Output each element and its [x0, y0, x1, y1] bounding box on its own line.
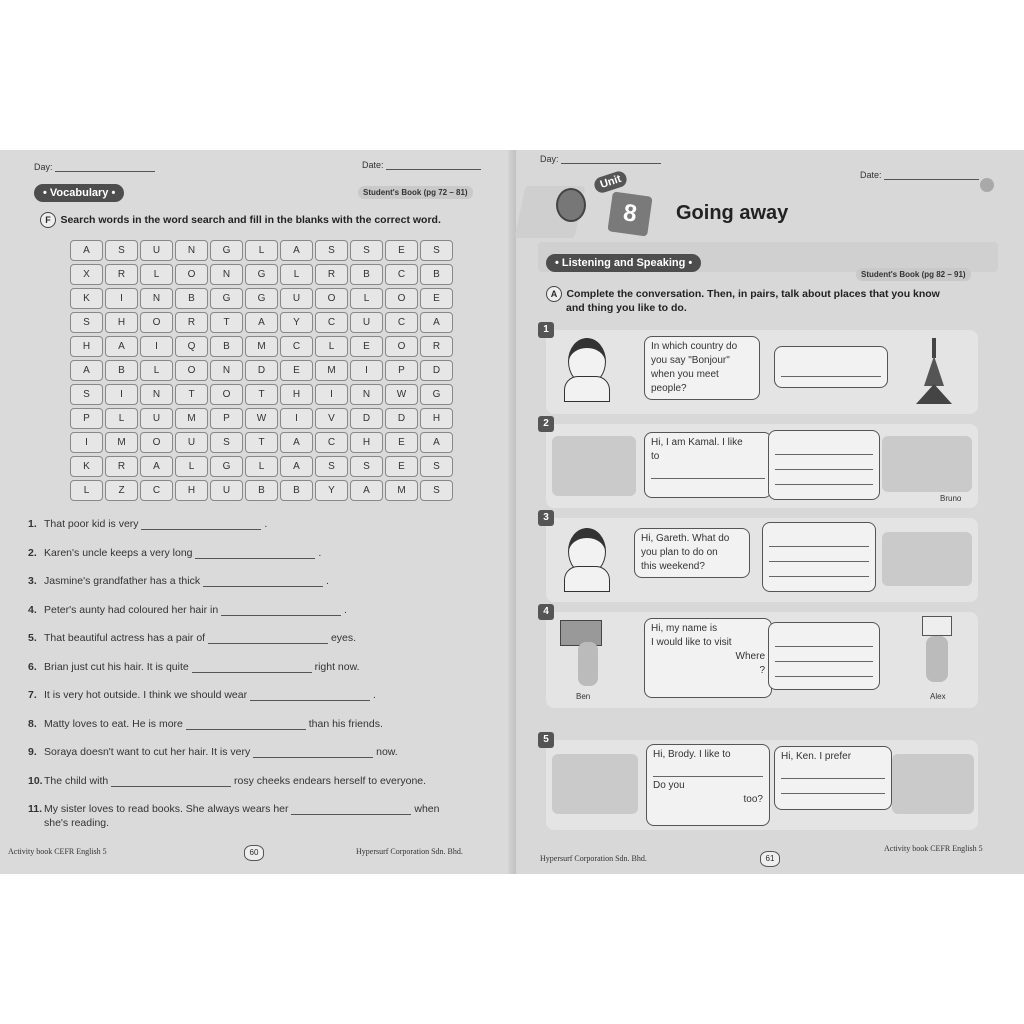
grid-cell[interactable]: S: [420, 480, 453, 501]
bubble-text: too?: [743, 794, 763, 805]
question-item: [28, 632, 356, 644]
date-label: Date:: [362, 160, 384, 170]
speech-bubble-4: [644, 618, 772, 698]
speech-bubble-2: [644, 432, 772, 498]
grid-cell[interactable]: S: [420, 240, 453, 261]
question-text: That beautiful actress has a pair of: [44, 632, 206, 644]
grid-cell[interactable]: O: [140, 432, 173, 453]
grid-cell[interactable]: W: [245, 408, 278, 429]
grid-cell[interactable]: G: [245, 264, 278, 285]
footer-left: Activity book CEFR English 5: [8, 847, 107, 856]
grid-cell[interactable]: L: [70, 480, 103, 501]
grid-cell[interactable]: M: [385, 480, 418, 501]
grid-cell[interactable]: Z: [105, 480, 138, 501]
character-name-alex: Alex: [930, 692, 946, 701]
speech-bubble-1: [644, 336, 760, 400]
question-tail: .: [372, 689, 376, 701]
camping-scene-image: [882, 532, 972, 586]
day-label: Day:: [34, 162, 53, 172]
answer-blank[interactable]: [186, 729, 306, 730]
grid-cell[interactable]: S: [350, 240, 383, 261]
bubble-text: you plan to do on: [641, 547, 718, 558]
exercise-header-right: [546, 284, 1006, 314]
conversation-row-3: [543, 512, 978, 602]
grid-cell[interactable]: I: [350, 360, 383, 381]
unit-title: Going away: [676, 202, 789, 224]
question-number: 7.: [28, 689, 37, 701]
grid-cell[interactable]: A: [420, 312, 453, 333]
answer-bubble-3[interactable]: [762, 522, 876, 592]
question-item: [28, 689, 376, 701]
grid-cell[interactable]: C: [315, 432, 348, 453]
question-number: 5.: [28, 632, 37, 644]
grid-cell[interactable]: T: [210, 312, 243, 333]
grid-cell[interactable]: Q: [175, 336, 208, 357]
grid-cell[interactable]: O: [315, 288, 348, 309]
grid-cell[interactable]: L: [315, 336, 348, 357]
day-field-right: [540, 154, 661, 164]
grid-cell[interactable]: H: [350, 432, 383, 453]
grid-cell[interactable]: N: [140, 288, 173, 309]
eiffel-tower-icon: [914, 338, 954, 408]
grid-cell[interactable]: R: [315, 264, 348, 285]
picnic-scene-image: [552, 436, 636, 496]
question-text: It is very hot outside. I think we should wear: [44, 689, 248, 701]
question-item: [28, 575, 329, 587]
bubble-text: you say "Bonjour": [651, 355, 730, 366]
character-name-ben: Ben: [576, 692, 591, 701]
conversation-row-2: [543, 418, 978, 508]
answer-blank[interactable]: [208, 643, 328, 644]
answer-line[interactable]: [651, 466, 765, 479]
grid-cell[interactable]: G: [245, 288, 278, 309]
grid-cell[interactable]: S: [420, 456, 453, 477]
row-number: 1: [538, 322, 554, 338]
section-pill-right: • Listening and Speaking •: [546, 254, 701, 272]
grid-cell[interactable]: G: [210, 288, 243, 309]
grid-cell[interactable]: B: [245, 480, 278, 501]
grid-cell[interactable]: P: [210, 408, 243, 429]
bubble-text: Where: [735, 651, 765, 662]
grid-cell[interactable]: U: [280, 288, 313, 309]
grid-cell[interactable]: H: [70, 336, 103, 357]
grid-cell[interactable]: I: [105, 384, 138, 405]
bubble-text: Hi, Brody. I like to: [653, 749, 731, 760]
grid-cell[interactable]: A: [350, 480, 383, 501]
grid-cell[interactable]: B: [280, 480, 313, 501]
grid-cell[interactable]: C: [385, 264, 418, 285]
question-text: Peter's aunty had coloured her hair in: [44, 603, 219, 616]
bubble-text: to: [651, 451, 660, 462]
grid-cell[interactable]: S: [210, 432, 243, 453]
grid-cell[interactable]: A: [105, 336, 138, 357]
grid-cell[interactable]: L: [105, 408, 138, 429]
character-name: Bruno: [940, 494, 962, 503]
footer-right: Hypersurf Corporation Sdn. Bhd.: [356, 847, 463, 856]
question-tail: .: [325, 575, 329, 587]
grid-cell[interactable]: L: [245, 456, 278, 477]
grid-cell[interactable]: K: [70, 288, 103, 309]
swimming-scene-image: [552, 754, 638, 814]
grid-cell[interactable]: A: [420, 432, 453, 453]
grid-cell[interactable]: C: [280, 336, 313, 357]
grid-cell[interactable]: H: [105, 312, 138, 333]
grid-cell[interactable]: E: [350, 336, 383, 357]
grid-cell[interactable]: D: [385, 408, 418, 429]
grid-cell[interactable]: O: [175, 360, 208, 381]
grid-cell[interactable]: I: [105, 288, 138, 309]
grid-cell[interactable]: N: [140, 384, 173, 405]
grid-cell[interactable]: H: [420, 408, 453, 429]
answer-blank[interactable]: [141, 529, 261, 530]
grid-cell[interactable]: U: [350, 312, 383, 333]
grid-cell[interactable]: I: [140, 336, 173, 357]
korea-flag-icon: [922, 616, 952, 636]
question-text: Matty loves to eat. He is more: [44, 717, 183, 730]
grid-cell[interactable]: D: [245, 360, 278, 381]
question-tail: .: [264, 518, 268, 530]
page-number-60: [244, 842, 264, 861]
grid-cell[interactable]: I: [70, 432, 103, 453]
boy-avatar-icon: [564, 528, 608, 590]
conversation-row-4: [543, 606, 978, 708]
section-pill: • Vocabulary •: [34, 184, 124, 202]
answer-blank[interactable]: [221, 615, 341, 616]
students-book-ref: Student's Book (pg 72 – 81): [358, 186, 473, 199]
grid-cell[interactable]: U: [140, 408, 173, 429]
question-text: Karen's uncle keeps a very long: [44, 546, 193, 559]
footer-right-right: Activity book CEFR English 5: [884, 844, 983, 853]
grid-cell[interactable]: L: [140, 264, 173, 285]
bubble-text: Hi, Ken. I prefer: [781, 751, 852, 762]
grid-cell[interactable]: B: [350, 264, 383, 285]
question-number: 4.: [28, 603, 37, 616]
grid-cell[interactable]: U: [140, 240, 173, 261]
bubble-text: I would like to visit: [651, 637, 732, 648]
question-item: [28, 718, 383, 730]
question-number: 1.: [28, 518, 37, 530]
unit-label: Unit: [592, 169, 629, 195]
day-line[interactable]: [55, 171, 155, 172]
grid-cell[interactable]: N: [350, 384, 383, 405]
grid-cell[interactable]: D: [420, 360, 453, 381]
bubble-text: Hi, my name is: [651, 623, 718, 634]
grid-cell[interactable]: O: [385, 336, 418, 357]
boy-avatar-icon: [564, 338, 608, 400]
book-spread: [0, 150, 1024, 874]
question-text: Jasmine's grandfather has a thick: [44, 575, 201, 587]
question-item: [28, 746, 398, 758]
answer-blank[interactable]: [291, 814, 411, 815]
date-field: [362, 160, 481, 170]
grid-cell[interactable]: P: [70, 408, 103, 429]
exercise-header: [40, 210, 441, 228]
answer-blank[interactable]: [192, 672, 312, 673]
grid-cell[interactable]: U: [210, 480, 243, 501]
unit-number: 8: [607, 191, 652, 236]
page-number: 60: [244, 845, 264, 861]
question-text: My sister loves to read books. She always wears her: [44, 803, 289, 815]
date-line[interactable]: [386, 169, 481, 170]
students-book-ref-right: Student's Book (pg 82 – 91): [856, 268, 971, 281]
grid-cell[interactable]: E: [280, 360, 313, 381]
right-page: [516, 150, 1024, 874]
grid-cell[interactable]: G: [420, 384, 453, 405]
grid-cell[interactable]: W: [385, 384, 418, 405]
bubble-text: Do you: [653, 780, 685, 791]
grid-cell[interactable]: O: [140, 312, 173, 333]
grid-cell[interactable]: S: [350, 456, 383, 477]
grid-cell[interactable]: M: [175, 408, 208, 429]
question-text: Brian just cut his hair. It is quite: [44, 660, 189, 673]
answer-blank[interactable]: [253, 757, 373, 758]
grid-cell[interactable]: N: [210, 360, 243, 381]
grid-cell[interactable]: Y: [280, 312, 313, 333]
grid-cell[interactable]: O: [385, 288, 418, 309]
grid-cell[interactable]: T: [175, 384, 208, 405]
grid-cell[interactable]: S: [315, 456, 348, 477]
grid-cell[interactable]: D: [350, 408, 383, 429]
question-number: 11.: [28, 803, 43, 815]
grid-cell[interactable]: A: [280, 240, 313, 261]
grid-cell[interactable]: V: [315, 408, 348, 429]
grid-cell[interactable]: L: [175, 456, 208, 477]
grid-cell[interactable]: A: [280, 456, 313, 477]
beach-scene-image: [882, 436, 972, 492]
question-number: 2.: [28, 546, 37, 559]
grid-cell[interactable]: E: [385, 432, 418, 453]
grid-cell[interactable]: B: [210, 336, 243, 357]
grid-cell[interactable]: I: [315, 384, 348, 405]
question-item: [28, 803, 439, 815]
grid-cell[interactable]: A: [280, 432, 313, 453]
row-number: 2: [538, 416, 554, 432]
answer-blank[interactable]: [250, 700, 370, 701]
date-label-right: Date:: [860, 170, 882, 180]
question-text: That poor kid is very: [44, 518, 139, 530]
grid-cell[interactable]: E: [385, 456, 418, 477]
grid-cell[interactable]: C: [385, 312, 418, 333]
boy-figure-icon: [578, 642, 598, 686]
grid-cell[interactable]: E: [385, 240, 418, 261]
question-continuation: she's reading.: [44, 817, 110, 829]
grid-cell[interactable]: T: [245, 384, 278, 405]
grid-cell[interactable]: S: [70, 384, 103, 405]
answer-bubble-5[interactable]: [774, 746, 892, 810]
grid-cell[interactable]: A: [70, 240, 103, 261]
answer-bubble-1[interactable]: [774, 346, 888, 388]
leaf-decoration-icon: [980, 178, 994, 192]
date-line-right[interactable]: [884, 179, 979, 180]
answer-bubble-2[interactable]: [768, 430, 880, 500]
grid-cell[interactable]: M: [315, 360, 348, 381]
bubble-text: people?: [651, 383, 687, 394]
question-tail: now.: [376, 746, 398, 758]
question-item: [28, 547, 321, 559]
grid-cell[interactable]: X: [70, 264, 103, 285]
grid-cell[interactable]: M: [105, 432, 138, 453]
grid-cell[interactable]: M: [245, 336, 278, 357]
grid-cell[interactable]: A: [245, 312, 278, 333]
grid-cell[interactable]: P: [385, 360, 418, 381]
question-tail: than his friends.: [308, 717, 383, 730]
grid-cell[interactable]: S: [70, 312, 103, 333]
grid-cell[interactable]: A: [70, 360, 103, 381]
conversation-row-1: [543, 324, 978, 414]
date-field-right: [860, 170, 979, 180]
question-item: [28, 661, 360, 673]
question-item: [28, 775, 426, 787]
grid-cell[interactable]: U: [175, 432, 208, 453]
instruction-text: Search words in the word search and fill in the blanks with the correct word.: [60, 214, 441, 226]
grid-cell[interactable]: T: [245, 432, 278, 453]
question-text: Soraya doesn't want to cut her hair. It is very: [44, 746, 251, 758]
footer-left-right: Hypersurf Corporation Sdn. Bhd.: [540, 854, 647, 863]
question-tail: rosy cheeks endears herself to everyone.: [234, 774, 427, 787]
grid-cell[interactable]: S: [315, 240, 348, 261]
grid-cell[interactable]: Y: [315, 480, 348, 501]
grid-cell[interactable]: B: [420, 264, 453, 285]
grid-cell[interactable]: E: [420, 288, 453, 309]
exercise-letter-right: A: [546, 286, 562, 302]
grid-cell[interactable]: O: [175, 264, 208, 285]
grid-cell[interactable]: L: [245, 240, 278, 261]
bee-mascot-icon: [556, 188, 586, 222]
grid-cell[interactable]: G: [210, 456, 243, 477]
grid-cell[interactable]: K: [70, 456, 103, 477]
grid-cell[interactable]: S: [105, 240, 138, 261]
question-number: 8.: [28, 717, 37, 730]
speech-bubble-5: [646, 744, 770, 826]
page-number: 61: [760, 851, 780, 867]
bubble-text: when you meet: [651, 369, 719, 380]
row-number: 4: [538, 604, 554, 620]
day-field: [34, 162, 155, 172]
row-number: 3: [538, 510, 554, 526]
bubble-text: Hi, Gareth. What do: [641, 533, 730, 544]
grid-cell[interactable]: O: [210, 384, 243, 405]
answer-blank[interactable]: [111, 786, 231, 787]
grid-cell[interactable]: H: [175, 480, 208, 501]
grid-cell[interactable]: C: [140, 480, 173, 501]
answer-line[interactable]: [653, 764, 763, 777]
boy-figure-icon: [926, 636, 948, 682]
bubble-text: In which country do: [651, 341, 738, 352]
question-number: 6.: [28, 660, 37, 673]
grid-cell[interactable]: R: [420, 336, 453, 357]
grid-cell[interactable]: L: [280, 264, 313, 285]
question-text: The child with: [44, 774, 109, 787]
grid-cell[interactable]: C: [315, 312, 348, 333]
question-number: 9.: [28, 746, 37, 758]
question-item: [28, 604, 347, 616]
page-number-61: [760, 848, 780, 867]
grid-cell[interactable]: B: [105, 360, 138, 381]
grid-cell[interactable]: N: [210, 264, 243, 285]
answer-blank[interactable]: [203, 586, 323, 587]
question-item: [28, 518, 267, 530]
question-number: 10.: [28, 774, 43, 787]
question-tail: when: [414, 803, 440, 815]
unit-banner: [520, 172, 652, 238]
day-label-right: Day:: [540, 154, 559, 164]
bubble-text: Hi, I am Kamal. I like: [651, 437, 743, 448]
question-tail: right now.: [314, 660, 360, 673]
answer-bubble-4[interactable]: [768, 622, 880, 690]
exercise-letter: F: [40, 212, 56, 228]
grid-cell[interactable]: R: [175, 312, 208, 333]
day-line-right[interactable]: [561, 163, 661, 164]
grid-cell[interactable]: L: [140, 360, 173, 381]
grid-cell[interactable]: A: [140, 456, 173, 477]
grid-cell[interactable]: L: [350, 288, 383, 309]
grid-cell[interactable]: G: [210, 240, 243, 261]
question-tail: .: [344, 603, 347, 616]
answer-blank[interactable]: [195, 558, 315, 559]
conversation-row-5: [543, 734, 978, 830]
question-number: 3.: [28, 575, 37, 587]
row-number: 5: [538, 732, 554, 748]
grid-cell[interactable]: B: [175, 288, 208, 309]
word-search-grid: [70, 240, 460, 505]
bubble-text: this weekend?: [641, 561, 705, 572]
grid-cell[interactable]: H: [280, 384, 313, 405]
question-tail: .: [318, 546, 322, 559]
speech-bubble-3: [634, 528, 750, 578]
question-tail: eyes.: [330, 632, 357, 644]
left-page: [0, 150, 516, 874]
instruction-line-1: Complete the conversation. Then, in pairs, talk about places that you know: [566, 288, 940, 300]
running-scene-image: [892, 754, 974, 814]
bubble-text: ?: [759, 665, 765, 676]
grid-cell[interactable]: R: [105, 264, 138, 285]
grid-cell[interactable]: N: [175, 240, 208, 261]
grid-cell[interactable]: R: [105, 456, 138, 477]
instruction-line-2: and thing you like to do.: [566, 302, 687, 314]
grid-cell[interactable]: I: [280, 408, 313, 429]
